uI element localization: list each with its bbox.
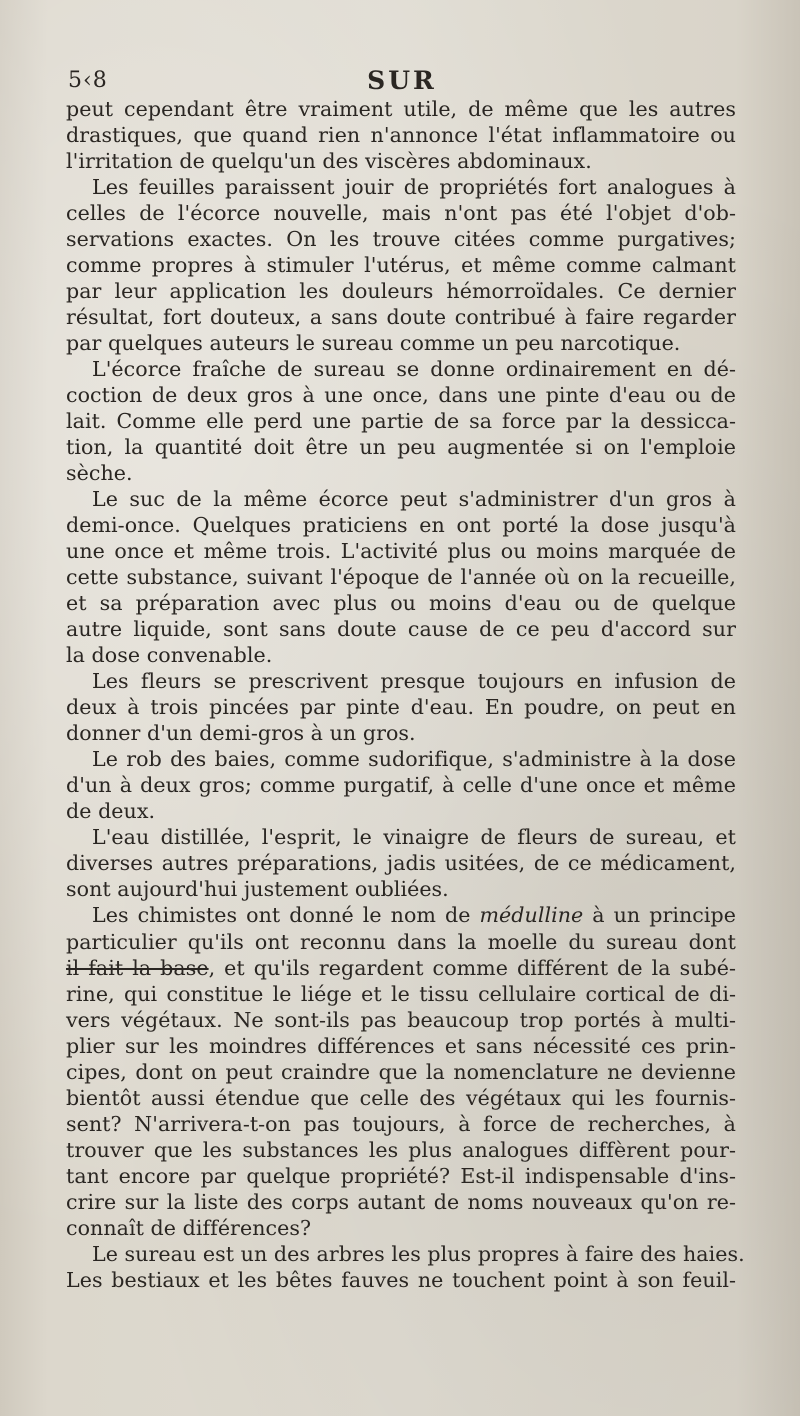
text-line: celles de l'écorce nouvelle, mais n'ont pas été l'objet d'ob- xyxy=(66,201,736,226)
text-line: cette substance, suivant l'époque de l'année où on la recueille, xyxy=(66,565,736,590)
page-number: 5‹8 xyxy=(68,68,108,93)
italic-term: médulline xyxy=(479,903,584,928)
text-line: deux à trois pincées par pinte d'eau. En poudre, on peut en xyxy=(66,695,736,720)
text-line: une once et même trois. L'activité plus ou moins marquée de xyxy=(66,539,736,564)
text-line: trouver que les substances les plus analogues diffèrent pour- xyxy=(66,1137,736,1162)
text-line: crire sur la liste des corps autant de noms nouveaux qu'on re- xyxy=(66,1189,736,1214)
text-line: par leur application les douleurs hémorroïdales. Ce dernier xyxy=(66,279,736,304)
text-line: autre liquide, sont sans doute cause de ce peu d'accord sur xyxy=(66,617,736,642)
text-line: drastiques, que quand rien n'annonce l'état inflammatoire ou xyxy=(66,123,736,148)
text-line: il fait la base, et qu'ils regardent comme différent de la subé- xyxy=(66,955,737,980)
text-line: d'un à deux gros; comme purgatif, à celle d'une once et même xyxy=(66,773,736,798)
text-line: sent? N'arrivera-t-on pas toujours, à force de recherches, à xyxy=(66,1111,736,1136)
text-line: et sa préparation avec plus ou moins d'eau ou de quelque xyxy=(66,591,736,616)
text-line: par quelques auteurs le sureau comme un peu narcotique. xyxy=(66,331,681,356)
text-line: sont aujourd'hui justement oubliées. xyxy=(66,877,449,902)
text-line: Les fleurs se prescrivent presque toujours en infusion de xyxy=(92,669,736,694)
text-line: servations exactes. On les trouve citées comme purgatives; xyxy=(66,227,736,252)
text-line: Le sureau est un des arbres les plus propres à faire des haies. xyxy=(92,1241,745,1266)
text-line: vers végétaux. Ne sont-ils pas beaucoup trop portés à multi- xyxy=(66,1007,736,1032)
text-line: tion, la quantité doit être un peu augmentée si on l'emploie xyxy=(66,435,736,460)
text-line: comme propres à stimuler l'utérus, et même comme calmant xyxy=(66,253,736,278)
text-line: connaît de différences? xyxy=(66,1215,312,1240)
page-header xyxy=(66,66,738,96)
text-line: Les bestiaux et les bêtes fauves ne touchent point à son feuil- xyxy=(66,1267,736,1292)
text-line: de deux. xyxy=(66,799,156,824)
text-line: demi-once. Quelques praticiens en ont porté la dose jusqu'à xyxy=(66,513,736,538)
text-line: Le rob des baies, comme sudorifique, s'administre à la dose xyxy=(92,747,736,772)
text-line: donner d'un demi-gros à un gros. xyxy=(66,721,416,746)
text-line: particulier qu'ils ont reconnu dans la moelle du sureau dont xyxy=(66,929,736,954)
text-line: lait. Comme elle perd une partie de sa force par la dessicca- xyxy=(66,409,736,434)
text-line: Les feuilles paraissent jouir de propriétés fort analogues à xyxy=(92,175,736,200)
text-line: Les chimistes ont donné le nom de médulline à un principe xyxy=(92,903,737,928)
struck-text: il fait la base xyxy=(66,955,209,980)
text-line: résultat, fort douteux, a sans doute contribué à faire regarder xyxy=(66,305,736,330)
text-line: sèche. xyxy=(66,461,133,486)
text-line: coction de deux gros à une once, dans une pinte d'eau ou de xyxy=(66,383,736,408)
text-line: peut cependant être vraiment utile, de même que les autres xyxy=(66,97,736,121)
text-line: la dose convenable. xyxy=(66,643,273,668)
text-line: Le suc de la même écorce peut s'administrer d'un gros à xyxy=(92,487,736,512)
text-line: bientôt aussi étendue que celle des végétaux qui les fournis- xyxy=(66,1085,736,1110)
text-line: rine, qui constitue le liége et le tissu cellulaire cortical de di- xyxy=(66,981,736,1006)
text-line: diverses autres préparations, jadis usitées, de ce médicament, xyxy=(66,851,736,876)
text-line: l'irritation de quelqu'un des viscères abdominaux. xyxy=(66,149,592,174)
running-head: SUR xyxy=(367,66,437,95)
text-line: plier sur les moindres différences et sans nécessité ces prin- xyxy=(66,1033,736,1058)
text-line: tant encore par quelque propriété? Est-il indispensable d'ins- xyxy=(66,1163,736,1188)
body-text xyxy=(66,96,745,1293)
text-line: L'écorce fraîche de sureau se donne ordinairement en dé- xyxy=(92,357,736,382)
text-line: L'eau distillée, l'esprit, le vinaigre de fleurs de sureau, et xyxy=(92,825,736,850)
text-line: cipes, dont on peut craindre que la nomenclature ne devienne xyxy=(66,1059,736,1084)
